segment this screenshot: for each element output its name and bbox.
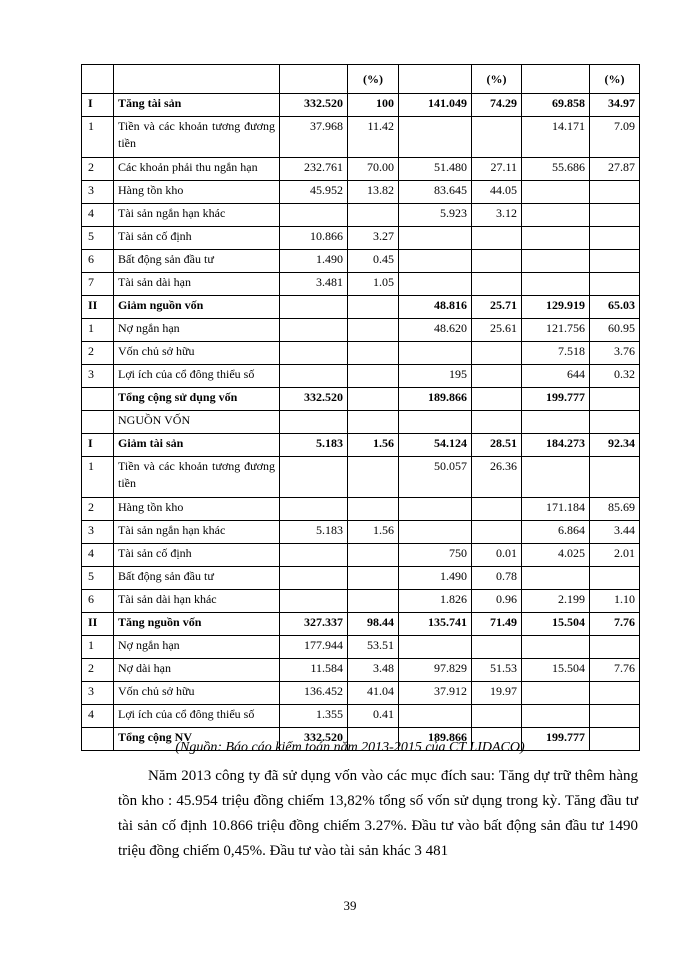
value-cell xyxy=(522,181,590,204)
value-cell: 232.761 xyxy=(280,158,348,181)
value-cell xyxy=(399,498,472,521)
table-row xyxy=(82,411,640,434)
value-cell: 55.686 xyxy=(522,158,590,181)
item-label-cell: Hàng tồn kho xyxy=(114,181,280,204)
value-cell: (%) xyxy=(472,65,522,94)
source-note: (Nguồn: Báo cáo kiểm toán năm 2013-2015 của CT LIDACO) xyxy=(175,740,525,755)
funds-usage-table xyxy=(81,64,640,751)
table-row xyxy=(82,636,640,659)
item-label-cell: Tăng tài sản xyxy=(114,94,280,117)
value-cell xyxy=(348,590,399,613)
value-cell: 0.32 xyxy=(590,365,640,388)
row-index-cell: 2 xyxy=(82,659,114,682)
value-cell: 15.504 xyxy=(522,659,590,682)
table-row xyxy=(82,204,640,227)
value-cell xyxy=(522,457,590,498)
table-row xyxy=(82,457,640,498)
value-cell: 5.183 xyxy=(280,434,348,457)
value-cell xyxy=(399,411,472,434)
value-cell xyxy=(522,204,590,227)
value-cell: 136.452 xyxy=(280,682,348,705)
value-cell: 50.057 xyxy=(399,457,472,498)
value-cell: 37.968 xyxy=(280,117,348,158)
value-cell: 644 xyxy=(522,365,590,388)
value-cell xyxy=(522,682,590,705)
table-row xyxy=(82,682,640,705)
value-cell: 0.41 xyxy=(348,705,399,728)
value-cell xyxy=(348,388,399,411)
row-index-cell: II xyxy=(82,613,114,636)
value-cell xyxy=(348,342,399,365)
value-cell: (%) xyxy=(348,65,399,94)
table-row xyxy=(82,181,640,204)
value-cell: 51.480 xyxy=(399,158,472,181)
value-cell: 3.48 xyxy=(348,659,399,682)
value-cell: 25.61 xyxy=(472,319,522,342)
row-index-cell: 1 xyxy=(82,457,114,498)
value-cell xyxy=(590,411,640,434)
value-cell xyxy=(522,567,590,590)
value-cell: 37.912 xyxy=(399,682,472,705)
value-cell: 3.481 xyxy=(280,273,348,296)
value-cell: 71.49 xyxy=(472,613,522,636)
value-cell xyxy=(399,521,472,544)
table-row xyxy=(82,296,640,319)
row-index-cell: 1 xyxy=(82,117,114,158)
value-cell: 1.490 xyxy=(399,567,472,590)
value-cell xyxy=(472,250,522,273)
item-label-cell: Vốn chủ sở hữu xyxy=(114,682,280,705)
item-label-cell: Bất động sản đầu tư xyxy=(114,250,280,273)
value-cell: 28.51 xyxy=(472,434,522,457)
value-cell: 10.866 xyxy=(280,227,348,250)
value-cell xyxy=(348,204,399,227)
table-row xyxy=(82,659,640,682)
value-cell: 141.049 xyxy=(399,94,472,117)
row-index-cell: I xyxy=(82,94,114,117)
value-cell: 41.04 xyxy=(348,682,399,705)
value-cell xyxy=(590,388,640,411)
row-index-cell: II xyxy=(82,296,114,319)
value-cell: 0.45 xyxy=(348,250,399,273)
value-cell: 0.96 xyxy=(472,590,522,613)
value-cell xyxy=(590,682,640,705)
value-cell xyxy=(590,250,640,273)
table-row xyxy=(82,227,640,250)
value-cell xyxy=(399,705,472,728)
value-cell: 54.124 xyxy=(399,434,472,457)
value-cell: 1.56 xyxy=(348,521,399,544)
value-cell: 51.53 xyxy=(472,659,522,682)
item-label-cell: Tiền và các khoản tương đương tiền xyxy=(114,457,280,498)
value-cell: 199.777 xyxy=(522,388,590,411)
value-cell: 14.171 xyxy=(522,117,590,158)
value-cell xyxy=(280,342,348,365)
row-index-cell: 5 xyxy=(82,227,114,250)
value-cell xyxy=(590,273,640,296)
row-index-cell: 4 xyxy=(82,544,114,567)
item-label-cell: Tổng cộng sử dụng vốn xyxy=(114,388,280,411)
value-cell xyxy=(472,521,522,544)
value-cell: 4.025 xyxy=(522,544,590,567)
row-index-cell: I xyxy=(82,434,114,457)
item-label-cell: Lợi ích của cổ đông thiểu số xyxy=(114,705,280,728)
value-cell xyxy=(280,319,348,342)
table-header-row xyxy=(82,65,640,94)
value-cell xyxy=(280,590,348,613)
value-cell: 100 xyxy=(348,94,399,117)
value-cell: 1.10 xyxy=(590,590,640,613)
value-cell xyxy=(399,227,472,250)
value-cell: 69.858 xyxy=(522,94,590,117)
value-cell: 53.51 xyxy=(348,636,399,659)
table-row xyxy=(82,365,640,388)
table-row xyxy=(82,94,640,117)
item-label-cell: Tăng nguồn vốn xyxy=(114,613,280,636)
value-cell: 70.00 xyxy=(348,158,399,181)
value-cell xyxy=(348,457,399,498)
value-cell xyxy=(348,544,399,567)
value-cell: 19.97 xyxy=(472,682,522,705)
item-label-cell: Nợ dài hạn xyxy=(114,659,280,682)
item-label-cell: Tài sản ngắn hạn khác xyxy=(114,521,280,544)
item-label-cell: Hàng tồn kho xyxy=(114,498,280,521)
value-cell: 3.76 xyxy=(590,342,640,365)
value-cell: 92.34 xyxy=(590,434,640,457)
row-index-cell: 3 xyxy=(82,181,114,204)
table-row xyxy=(82,250,640,273)
value-cell xyxy=(590,636,640,659)
table-row xyxy=(82,705,640,728)
value-cell: 3.27 xyxy=(348,227,399,250)
table-row xyxy=(82,498,640,521)
value-cell: 15.504 xyxy=(522,613,590,636)
value-cell xyxy=(590,204,640,227)
value-cell: 11.584 xyxy=(280,659,348,682)
row-index-cell: 4 xyxy=(82,204,114,227)
table-row xyxy=(82,117,640,158)
value-cell: 11.42 xyxy=(348,117,399,158)
table-row xyxy=(82,567,640,590)
value-cell xyxy=(522,227,590,250)
item-label-cell: Giảm nguồn vốn xyxy=(114,296,280,319)
value-cell: 1.826 xyxy=(399,590,472,613)
value-cell: 2.199 xyxy=(522,590,590,613)
table-row xyxy=(82,590,640,613)
row-index-cell: 2 xyxy=(82,498,114,521)
row-index-cell: 1 xyxy=(82,636,114,659)
value-cell: 189.866 xyxy=(399,728,472,751)
value-cell: 199.777 xyxy=(522,728,590,751)
value-cell: 5.923 xyxy=(399,204,472,227)
value-cell xyxy=(280,544,348,567)
item-label-cell: Tài sản ngắn hạn khác xyxy=(114,204,280,227)
table-row xyxy=(82,319,640,342)
value-cell xyxy=(348,498,399,521)
value-cell xyxy=(590,227,640,250)
row-index-cell xyxy=(82,388,114,411)
item-label-cell: Tiền và các khoản tương đương tiền xyxy=(114,117,280,158)
value-cell: 0.78 xyxy=(472,567,522,590)
value-cell xyxy=(590,567,640,590)
value-cell: 48.816 xyxy=(399,296,472,319)
value-cell: 3.44 xyxy=(590,521,640,544)
value-cell xyxy=(590,181,640,204)
value-cell: 7.76 xyxy=(590,659,640,682)
table-row xyxy=(82,521,640,544)
value-cell xyxy=(348,567,399,590)
value-cell xyxy=(280,411,348,434)
row-index-cell: 6 xyxy=(82,590,114,613)
value-cell xyxy=(280,567,348,590)
value-cell xyxy=(280,498,348,521)
value-cell: 34.97 xyxy=(590,94,640,117)
value-cell: 1.355 xyxy=(280,705,348,728)
value-cell xyxy=(472,498,522,521)
value-cell xyxy=(522,636,590,659)
row-index-cell: 2 xyxy=(82,158,114,181)
row-index-cell: 5 xyxy=(82,567,114,590)
item-label-cell: Vốn chủ sở hữu xyxy=(114,342,280,365)
item-label-cell: Tài sản dài hạn khác xyxy=(114,590,280,613)
value-cell: 171.184 xyxy=(522,498,590,521)
value-cell: 27.87 xyxy=(590,158,640,181)
value-cell: 7.76 xyxy=(590,613,640,636)
row-index-cell: 3 xyxy=(82,521,114,544)
value-cell: 189.866 xyxy=(399,388,472,411)
item-label-cell: NGUỒN VỐN xyxy=(114,411,280,434)
value-cell xyxy=(348,411,399,434)
value-cell xyxy=(472,411,522,434)
value-cell: 1.56 xyxy=(348,434,399,457)
item-label-cell: Nợ ngắn hạn xyxy=(114,319,280,342)
value-cell xyxy=(399,65,472,94)
item-label-cell: Tổng cộng NV xyxy=(114,728,280,751)
value-cell: 7.518 xyxy=(522,342,590,365)
value-cell xyxy=(280,365,348,388)
value-cell xyxy=(472,388,522,411)
item-label-cell: Lợi ích của cổ đông thiểu số xyxy=(114,365,280,388)
table-row xyxy=(82,613,640,636)
item-label-cell: Bất động sản đầu tư xyxy=(114,567,280,590)
value-cell: 184.273 xyxy=(522,434,590,457)
value-cell xyxy=(590,457,640,498)
row-index-cell xyxy=(82,65,114,94)
table-row xyxy=(82,544,640,567)
value-cell: 65.03 xyxy=(590,296,640,319)
value-cell: 332.520 xyxy=(280,388,348,411)
value-cell xyxy=(280,296,348,319)
item-label-cell: Giảm tài sản xyxy=(114,434,280,457)
value-cell xyxy=(472,342,522,365)
item-label-cell: Nợ ngắn hạn xyxy=(114,636,280,659)
row-index-cell: 2 xyxy=(82,342,114,365)
table-row xyxy=(82,388,640,411)
value-cell: 60.95 xyxy=(590,319,640,342)
value-cell xyxy=(472,227,522,250)
item-label-cell: Các khoản phải thu ngắn hạn xyxy=(114,158,280,181)
table-body xyxy=(82,65,640,751)
value-cell xyxy=(590,705,640,728)
value-cell: 27.11 xyxy=(472,158,522,181)
table-row xyxy=(82,273,640,296)
row-index-cell xyxy=(82,411,114,434)
value-cell: 85.69 xyxy=(590,498,640,521)
row-index-cell: 7 xyxy=(82,273,114,296)
value-cell xyxy=(522,250,590,273)
value-cell xyxy=(472,636,522,659)
value-cell xyxy=(348,296,399,319)
value-cell xyxy=(280,457,348,498)
value-cell xyxy=(472,705,522,728)
value-cell: 98.44 xyxy=(348,613,399,636)
value-cell: 135.741 xyxy=(399,613,472,636)
value-cell: 332.520 xyxy=(280,728,348,751)
item-label-cell: Tài sản cố định xyxy=(114,227,280,250)
value-cell: 6.864 xyxy=(522,521,590,544)
value-cell: 44.05 xyxy=(472,181,522,204)
value-cell xyxy=(399,342,472,365)
value-cell xyxy=(522,411,590,434)
row-index-cell: 1 xyxy=(82,319,114,342)
table-row xyxy=(82,342,640,365)
value-cell: 1.05 xyxy=(348,273,399,296)
value-cell xyxy=(472,365,522,388)
item-label-cell: Tài sản dài hạn xyxy=(114,273,280,296)
item-label-cell xyxy=(114,65,280,94)
value-cell xyxy=(472,273,522,296)
row-index-cell: 3 xyxy=(82,365,114,388)
value-cell: 2.01 xyxy=(590,544,640,567)
value-cell: 5.183 xyxy=(280,521,348,544)
value-cell: 332.520 xyxy=(280,94,348,117)
item-label-cell: Tài sản cố định xyxy=(114,544,280,567)
table-row xyxy=(82,434,640,457)
value-cell: 0.01 xyxy=(472,544,522,567)
table-row xyxy=(82,158,640,181)
value-cell: 7.09 xyxy=(590,117,640,158)
value-cell xyxy=(399,273,472,296)
value-cell: 750 xyxy=(399,544,472,567)
value-cell: 48.620 xyxy=(399,319,472,342)
value-cell: 83.645 xyxy=(399,181,472,204)
value-cell xyxy=(522,65,590,94)
page-number: 39 xyxy=(343,898,357,913)
value-cell xyxy=(399,636,472,659)
value-cell: 327.337 xyxy=(280,613,348,636)
value-cell xyxy=(280,65,348,94)
row-index-cell: 3 xyxy=(82,682,114,705)
value-cell: 129.919 xyxy=(522,296,590,319)
value-cell: 26.36 xyxy=(472,457,522,498)
value-cell: (%) xyxy=(590,65,640,94)
value-cell xyxy=(522,273,590,296)
value-cell: 121.756 xyxy=(522,319,590,342)
value-cell xyxy=(399,117,472,158)
value-cell: 3.12 xyxy=(472,204,522,227)
value-cell: 13.82 xyxy=(348,181,399,204)
value-cell xyxy=(348,319,399,342)
row-index-cell: 6 xyxy=(82,250,114,273)
value-cell: 97.829 xyxy=(399,659,472,682)
value-cell: 45.952 xyxy=(280,181,348,204)
value-cell: 177.944 xyxy=(280,636,348,659)
value-cell xyxy=(522,705,590,728)
body-paragraph: Năm 2013 công ty đã sử dụng vốn vào các mục đích sau: Tăng dự trữ thêm hàng tồn kho : 45.954 triệu đồng chiếm 13,82% tổng số vốn sử dụng trong kỳ. Tăng đầu tư tài sản cố định 10.866 triệu đồng chiếm 3.27%. Đầu tư vào bất động sản đầu tư 1490 triệu đồng chiếm 0,45%. Đầu tư vào tài sản khác 3 481 xyxy=(118,768,638,859)
value-cell: 25.71 xyxy=(472,296,522,319)
value-cell: 74.29 xyxy=(472,94,522,117)
value-cell: 1.490 xyxy=(280,250,348,273)
value-cell xyxy=(472,117,522,158)
value-cell xyxy=(348,365,399,388)
row-index-cell: 4 xyxy=(82,705,114,728)
value-cell xyxy=(399,250,472,273)
value-cell xyxy=(280,204,348,227)
value-cell: 195 xyxy=(399,365,472,388)
